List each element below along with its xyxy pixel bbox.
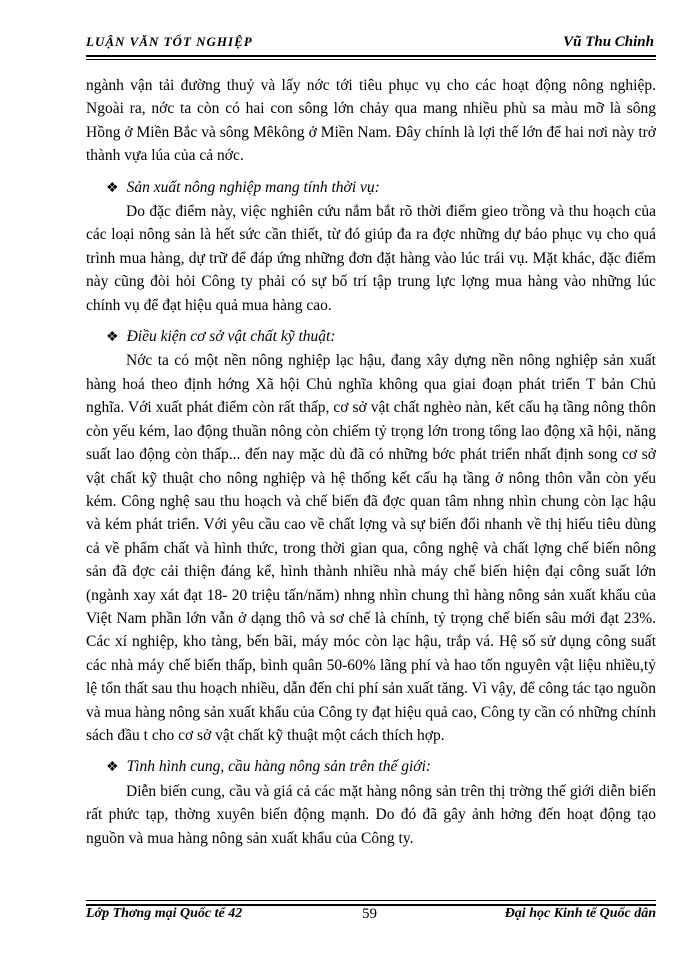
header-rule-thin — [86, 59, 656, 60]
page-header — [86, 34, 654, 56]
paragraph-4: Diễn biến cung, cầu và giá cả các mặt hàng nông sản trên thị trờng thế giới diễn biến rất phức tạp, thờng xuyên biến động mạnh. Do đó đã gây ảnh hởng đến hoạt động tạo nguồn và mua hàng nông sản xuất khẩu của Công ty. — [86, 782, 656, 847]
footer-class-name: Lớp Thơng mại Quốc tế 42 — [86, 906, 243, 921]
diamond-bullet-icon: ❖ — [106, 330, 119, 346]
footer-university: Đại học Kinh tế Quốc dân — [504, 906, 656, 921]
heading-text: Tình hình cung, cầu hàng nông sản trên thế giới: — [126, 758, 432, 776]
paragraph-3: Nớc ta có một nền nông nghiệp lạc hậu, đang xây dựng nền nông nghiệp sản xuất hàng hoá theo định hớng Xã hội Chủ nghĩa không qua giai đoạn phát triển T bản Chủ nghĩa. Với xuất phát điểm còn rất thấp, cơ sở vật chất nghèo nàn, kết cấu hạ tầng nông thôn còn yếu kém, lao động thuần nông còn chiếm tỷ trọng lớn trong tổng lao động xã hội, năng suất lao động còn thấp... đến nay mặc dù đã có những bớc phát triển nhất định song cơ sở vật chất kỹ thuật cho nông nghiệp và hệ thống kết cấu hạ tầng ở nông thôn vẫn còn yếu kém. Công nghệ sau thu hoạch và chế biến đã đợc quan tâm nhng nhìn chung còn lạc hậu và kém phát triển. Với yêu cầu cao về chất lợng và sự biến đổi nhanh về thị hiếu tiêu dùng cả về phẩm chất và hình thức, trong thời gian qua, công nghệ và chất lợng chế biến nông sản đã đợc cải thiện đáng kể, hình thành nhiều nhà máy chế biến hiện đại công suất lớn (ngành xay xát đạt 18- 20 triệu tấn/năm) nhng nhìn chung thì hàng nông sản xuất khẩu của Việt Nam phần lớn vẫn ở dạng thô và sơ chế là chính, tỷ trọng chế biến sâu mới đạt 23%. Các xí nghiệp, kho tàng, bến bãi, máy móc còn lạc hậu, trắp vá. Hệ số sử dụng công suất các nhà máy chế biến thấp, bình quân 50-60% lãng phí và hao tốn nguyên vật liệu nhiều,tỷ lệ tổn thất sau thu hoạch nhiều, dẫn đến chi phí sản xuất tăng. Vì vậy, để công tác tạo nguồn và mua hàng nông sản xuất khẩu của Công ty đạt hiệu quả cao, Công ty cần có những chính sách đầu t cho cơ sở vật chất kỹ thuật một cách thích hợp. — [86, 352, 656, 744]
header-author-name: Vũ Thu Chinh — [563, 34, 654, 50]
page-body — [86, 74, 656, 850]
section-heading-infrastructure — [106, 325, 656, 349]
diamond-bullet-icon: ❖ — [106, 180, 119, 196]
header-thesis-label: LUẬN VĂN TỐT NGHIỆP — [86, 34, 253, 49]
header-rule-thick — [86, 55, 656, 57]
section-heading-supply-demand — [106, 755, 656, 779]
page-footer — [86, 906, 656, 926]
heading-text: Sản xuất nông nghiệp mang tính thời vụ: — [126, 178, 380, 196]
footer-rule-thin — [86, 900, 656, 901]
section-heading-seasonal — [106, 176, 656, 200]
diamond-bullet-icon: ❖ — [106, 760, 119, 776]
paragraph-2: Do đặc điểm này, việc nghiên cứu nắm bắt rõ thời điểm gieo trồng và thu hoạch của các loại nông sản là hết sức cần thiết, từ đó giúp đa ra đợc những dự báo phục vụ cho quá trình mua hàng, dự trữ để đáp ứng những đơn đặt hàng vào lúc trái vụ. Mặt khác, đặc điểm này cũng đòi hỏi Công ty phải có sự bố trí tập trung lực lợng mua hàng vào những lúc chính vụ để đạt hiệu quả mua hàng cao. — [86, 203, 656, 314]
paragraph-1: ngành vận tải đường thuỷ và lấy nớc tới tiêu phục vụ cho các hoạt động nông nghiệp. Ngoài ra, nớc ta còn có hai con sông lớn chảy qua mang nhiều phù sa màu mỡ là sông Hồng ở Miền Bắc và sông Mêkông ở Miền Nam. Đây chính là lợi thế lớn để hai nơi này trở thành vựa lúa của cả nớc. — [86, 77, 656, 165]
page-number: 59 — [362, 906, 377, 922]
heading-text: Điều kiện cơ sở vật chất kỹ thuật: — [126, 328, 336, 346]
